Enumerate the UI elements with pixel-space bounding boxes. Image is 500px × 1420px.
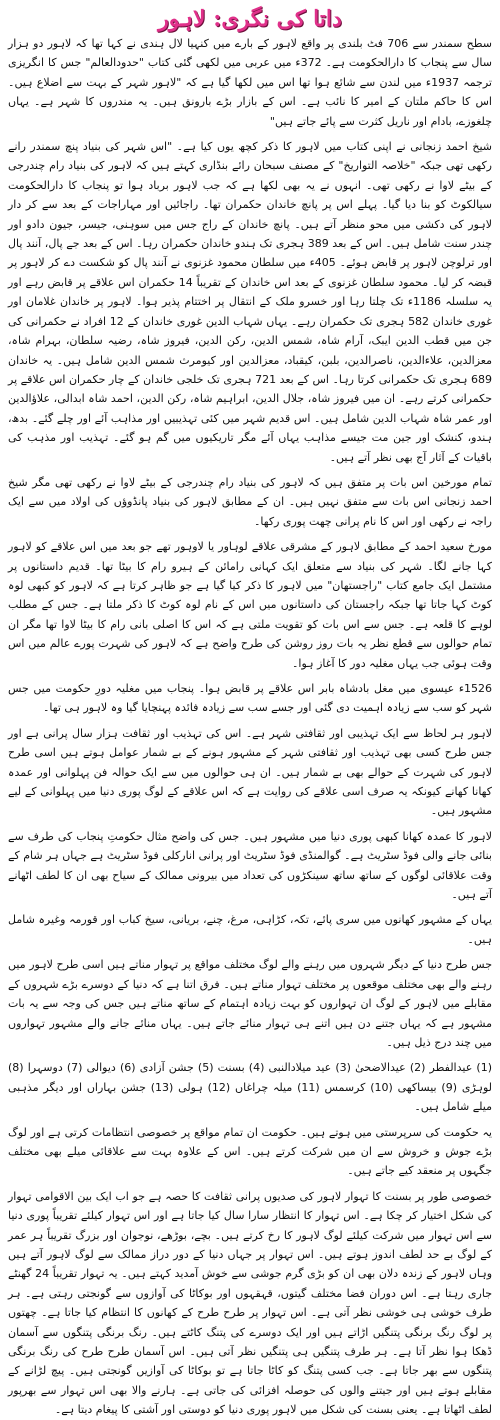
paragraph-mughal: 1526ء عیسوی میں مغل بادشاہ بابر اس علاقے پر قابض ہوا۔ پنجاب میں مغلیہ دورِ حکومت میں جس شہر کو سب سے زیادہ اہمیت دی گئی اور جسے سب سے زیادہ فائدہ پہنچایا گیا وہ لاہور ہی تھا۔ [8, 682, 492, 715]
title-banner [8, 0, 492, 34]
paragraph-basant: خصوصی طور پر بسنت کا تہوار لاہور کی صدیوں پرانی ثقافت کا حصہ ہے جو اب ایک بین الاقوامی تہوار کی شکل اختیار کر چکا ہے۔ اس تہوار کا انتظار سارا سال کیا جاتا ہے اور اس تہوار کیلئے تقریباً پوری دنیا سے اس تہوار میں شرکت کیلئے لوگ لاہور کا رخ کرتے ہیں۔ بچے، بوڑھے، نوجوان اور بزرگ تقریباً ہر عمر کے لوگ بے حد لطف اندوز ہوتے ہیں۔ اس تہوار پر جہاں دنیا کے دور دراز ممالک سے لوگ لاہور آتے ہیں وہاں لاہور کے زندہ دلان بھی ان کو بڑی گرم جوشی سے خوش آمدید کہتے ہیں۔ یہ تہوار تقریباً 24 گھنٹے جاری رہتا ہے۔ اس دوران فضا مختلف گیتوں، قہقہوں اور بوکاٹا کی آوازوں سے گونجتی رہتی ہے۔ ہر طرف خوشی ہی خوشی نظر آتی ہے۔ اس تہوار پر طرح طرح کے کھانوں کا انتظام کیا جاتا ہے۔ چھتوں پر لوگ رنگ برنگی پتنگیں اڑاتے ہیں اور ایک دوسرے کی پتنگ کاٹتے ہیں۔ رنگ برنگی پتنگوں سے آسمان ڈھکا ہوا نظر آتا ہے۔ ہر طرف پتنگیں ہی پتنگیں نظر آتی ہیں۔ اس آسمان طرح طرح کی رنگ برنگی پتنگوں سے بھر جاتا ہے۔ جب کسی پتنگ کو کاٹا جاتا ہے تو بوکاٹا کی آوازیں گونجتی ہیں۔ پیچ لڑانے کے مقابلے ہوتے ہیں اور جیتنے والوں کی حوصلہ افزائی کی جاتی ہے۔ ہارنے والا بھی اس تہوار سے بھرپور لطف اٹھاتا ہے۔ یعنی بسنت کی شکل میں لاہور پوری دنیا کو دوستی اور آشتی کا پیغام دیتا ہے۔ [8, 1189, 493, 1417]
paragraph-legends: مورخ سعید احمد کے مطابق لاہور کے مشرقی علاقے لوہاور یا لاوہور تھے جو بعد میں اس علاقے کو لاہور کہا جانے لگا۔ شہر کی بنیاد سے متعلق ایک کہانی رامائن کے ہیرو رام کا بیٹا تھا۔ قدیم داستانوں پر مشتمل ایک جامع کتاب "راجستھان" میں لاہور کا ذکر کیا گیا ہے جو ظاہر کرتا ہے کہ لاہور کو کبھی لوہ کوٹ کہا جاتا تھا جبکہ راجستان کی داستانوں میں اس کے نام لوہ کوٹ کا ذکر ملتا ہے۔ جس کے مطلب لوہے کا قلعہ ہے۔ جس سے اس بات کو تقویت ملتی ہے کہ اس کا اصلی بانی رام کا بیٹا لاوا تھا مگر ان تمام حوالوں سے قطع نظر یہ بات روز روشن کی طرح واضح ہے کہ لاہور کی شہرت پورے عالم میں اس وقت ہوئی جب یہاں مغلیہ دور کا آغاز ہوا۔ [8, 540, 492, 670]
paragraph-festivals: جس طرح دنیا کے دیگر شہروں میں رہنے والے لوگ مختلف مواقع پر تہوار مناتے ہیں اسی طرح لاہور میں رہنے والے بھی مختلف موقعوں پر مختلف تہوار مناتے ہیں۔ فرق اتنا ہے کہ دنیا کے دوسرے بڑے شہروں کے مقابلے میں لاہور کے لوگ ان تہواروں کو بہت زیادہ اہتمام کے ساتھ مناتے ہیں جس کی وجہ سے یہ بات مشہور ہے کہ یہاں جتنے دن ہیں اتنے ہی تہوار منائے جاتے ہیں۔ یہاں منائے جانے والے مشہور تہواروں میں چند درج ذیل ہیں۔ [8, 958, 492, 1049]
paragraph-festival-list: (1) عیدالفطر (2) عیدالاضحیٰ (3) عید میلادالنبی (4) بسنت (5) جشن آزادی (6) دیوالی (7) دوسہرا (8) لوہڑی (9) بیساکھی (10) کرسمس (11) میلہ چراغاں (12) ہولی (13) جشن بہاراں اور دیگر مذہبی میلے شامل ہیں۔ [8, 1061, 492, 1114]
paragraph-historians: تمام مورخین اس بات پر متفق ہیں کہ لاہور کی بنیاد رام چندرجی کے بیٹے لاوا نے رکھی تھی مگر شیخ احمد زنجانی اس بات سے متفق نہیں ہیں۔ ان کے مطابق لاہور کی بنیاد پانڈوؤں کی اولاد میں سے ایک راجہ نے رکھی اور اس کا نام پرانی چھت پوری رکھا۔ [8, 475, 492, 528]
paragraph-history: شیخ احمد زنجانی نے اپنی کتاب میں لاہور کا ذکر کچھ یوں کیا ہے۔ "اس شہر کی بنیاد پنچ سمندر رانے رکھی تھی جبکہ "خلاصہ التواریخ" کے مصنف سبحان رائے بنڈاری کہتے ہیں کہ لاہور کی بنیاد رام چندرجی کے بیٹے لاوا نے رکھی تھی۔ انہوں نے یہ بھی لکھا ہے کہ جب لاہور برباد ہوا تو پنجاب کا دارالحکومت سیالکوٹ کو بنا دیا گیا۔ پہلے اس پر پانچ خاندان حکمران تھا۔ راجائیں اور مہاراجات کے بعد سے کر دار لاہور کی دکشی میں محو منظر آتے ہیں۔ پانچ خاندان کے راج جس میں سوہنی، جیسر، جیون دادو اور چندر سنت شامل ہیں۔ اس کے بعد 389 ہجری تک ہندو خاندان حکمران رہا۔ اس کے بعد جے پال، آنند پال اور ترلوچن لاہور پر قابض ہوئے۔ 405ء میں سلطان محمود غزنوی نے آنند پال کو شکست دے کر لاہور پر قبضہ کر لیا۔ محمود سلطان غزنوی کے بعد اس خاندان کے تقریباً 14 حکمران اس علاقے پر قابض رہے اور یہ سلسلہ 1186ء تک چلتا رہا اور خسرو ملک کے انتقال پر اختتام پذیر ہوا۔ لاہور پر خاندان غلامان اور غوری خاندان 582 ہجری تک حکمران رہے۔ یہاں شہاب الدین غوری خاندان کے 12 افراد نے حکمرانی کی جن میں قطب الدین ایبک، آرام شاہ، شمس الدین، رکن الدین، فیروز شاہ، رضیہ سلطان، بہرام شاہ، معزالدین، علاءالدین، ناصرالدین، بلبن، کیقباد، معزالدین اور کیومرث شمس الدین شامل ہیں۔ یہ خاندان 689 ہجری تک حکمرانی کرتا رہا۔ اس کے بعد 721 ہجری تک خلجی خاندان کے چار حکمران اس علاقے پر حکمرانی کرتے رہے۔ ان میں فیروز شاہ، جلال الدین، ابراہیم شاہ، رکن الدین، احمد شاہ ابدالی، علاؤالدین اور عمر شاہ شہاب الدین شامل ہیں۔ اس قدیم شہر میں کئی تہذیبیں اور مذاہب آئے اور چلے گئے۔ بدھ، ہندو، کنشک اور جین مت جیسے مذاہب یہاں آئے مگر تاریکیوں میں گم ہو گئے۔ تہذیب اور مذہب کی باقیات کے آثار آج بھی نظر آتے ہیں۔ [8, 140, 492, 464]
paragraph-culture: لاہور ہر لحاظ سے ایک تہذیبی اور ثقافتی شہر ہے۔ اس کی تہذیب اور ثقافت ہزار سال پرانی ہے اور جس طرح کسی بھی تہذیب اور ثقافتی شہر کے مشہور ہونے کے بے شمار عوامل ہوتے ہیں اسی طرح لاہور کی شہرت کے حوالے بھی بے شمار ہیں۔ ان ہی حوالوں میں سے ایک حوالہ فن پہلوانی اور عمدہ کھانا کھانے کیونکہ یہ صرف اسی علاقے کی روایت ہے کہ اس علاقے کے لوگ پوری دنیا میں پہلوانی کے لیے مشہور ہیں۔ [8, 726, 492, 818]
paragraph-food-street: لاہور کا عمدہ کھانا کبھی پوری دنیا میں مشہور ہیں۔ جس کی واضح مثال حکومتِ پنجاب کی طرف سے بنائی جانے والی فوڈ سٹریٹ ہے۔ گوالمنڈی فوڈ سٹریٹ اور پرانی انارکلی فوڈ سٹریٹ ہے جہاں ہر شام کے وقت علاقائی لوگوں کے ساتھ ساتھ سینکڑوں کی تعداد میں بیرونی ممالک کے سیاح بھی ان کا لطف اٹھانے آتے ہیں۔ [8, 829, 492, 902]
article-body [8, 34, 492, 1420]
page-title: داتا کی نگری: لاہور [158, 6, 342, 32]
paragraph-intro: سطح سمندر سے 706 فٹ بلندی پر واقع لاہور کے بارے میں کنہیا لال ہندی نے کہا تھا کہ لاہور دو ہزار سال سے پنجاب کا دارالحکومت ہے۔ 372ء میں عربی میں لکھی گئی کتاب "حدودالعالم" جس کا انگریزی ترجمہ 1937ء میں لندن سے شائع ہوا تھا اس میں لکھا گیا ہے کہ "لاہور شہر کے بہت سے اضلاع ہیں۔ اس کا حاکم ملتان کے امیر کا نائب ہے۔ اس کے بازار بڑے بارونق ہیں۔ یہ مندروں کا شہر ہے۔ یہاں چلغوزے، بادام اور ناریل کثرت سے پائے جاتے ہیں" [8, 37, 492, 128]
paragraph-dishes: یہاں کے مشہور کھانوں میں سری پائے، تکہ، کڑاہی، مرغ، چنے، بریانی، سیخ کباب اور قورمہ وغیرہ شامل ہیں۔ [8, 913, 492, 946]
paragraph-government: یہ حکومت کی سرپرستی میں ہوتے ہیں۔ حکومت ان تمام مواقع پر خصوصی انتظامات کرتی ہے اور لوگ بڑے جوش و خروش سے ان میں شرکت کرتے ہیں۔ اس کے علاوہ بہت سے علاقائی میلے بھی مختلف جگہوں پر منعقد کیے جاتے ہیں۔ [8, 1125, 492, 1178]
